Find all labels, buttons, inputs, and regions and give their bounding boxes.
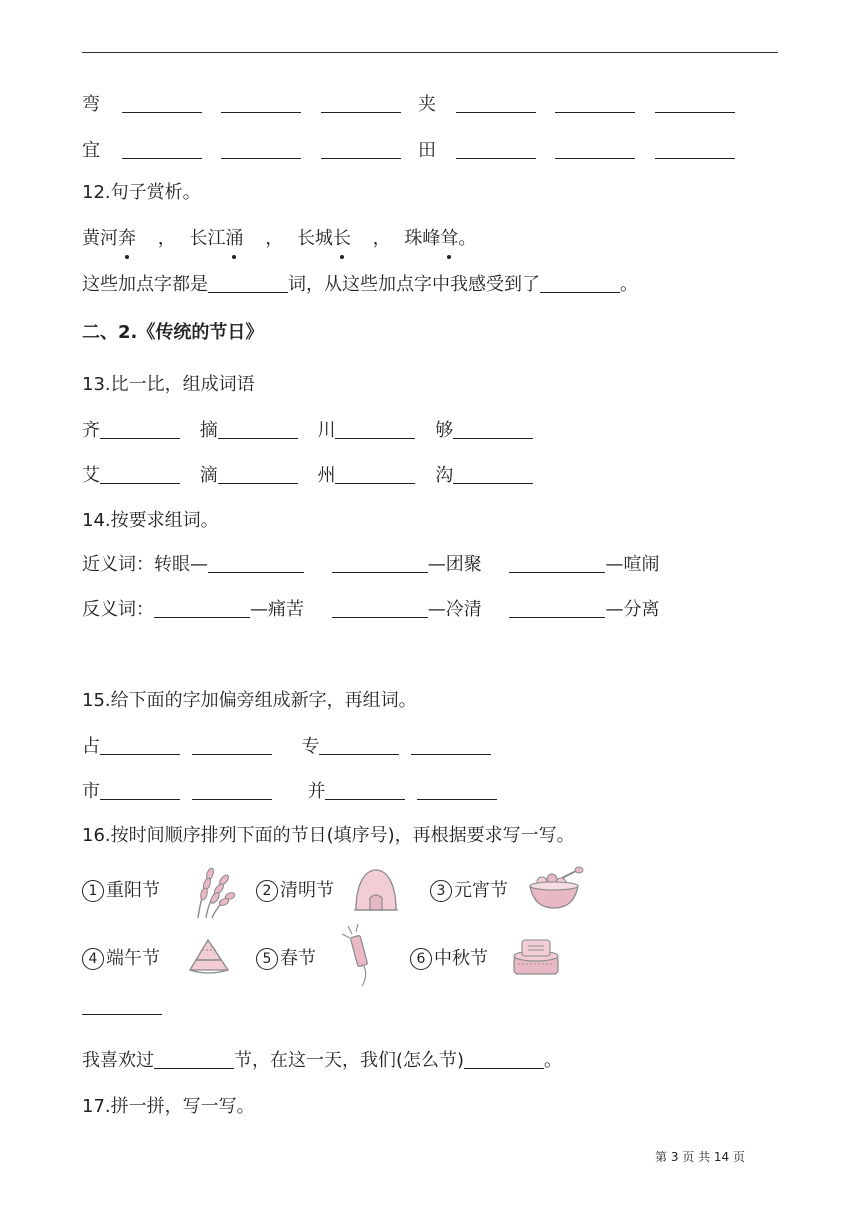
q11-row-2b — [418, 138, 735, 164]
char-label: 宜 — [82, 140, 100, 161]
festival-name: 清明节 — [280, 880, 334, 901]
festival-name: 重阳节 — [106, 880, 160, 901]
festival-item — [82, 878, 160, 904]
phrase-text: 珠峰 — [404, 228, 441, 249]
answer-blank[interactable] — [332, 554, 428, 573]
word-text: —痛苦 — [250, 599, 304, 620]
answer-blank[interactable] — [456, 94, 536, 113]
word-text: —团聚 — [427, 554, 482, 575]
phrase-text: 黄河 — [82, 228, 118, 249]
festival-item — [410, 946, 488, 972]
dotted-char: 奔 — [118, 226, 136, 252]
phrase-text: 长江 — [189, 228, 226, 249]
zongzi-icon — [186, 934, 232, 978]
q11-row-1 — [82, 92, 401, 118]
answer-blank[interactable] — [100, 781, 180, 800]
answer-blank[interactable] — [218, 465, 298, 484]
q11-row-1b — [418, 92, 735, 118]
answer-blank[interactable] — [221, 140, 301, 159]
phrase-text: 长城 — [296, 228, 333, 249]
fill-text: 词，从这些加点字中我感受到了 — [288, 274, 540, 295]
q16-title: 16.按时间顺序排列下面的节日(填序号)，再根据要求写一写。 — [82, 825, 575, 846]
q14-synonyms — [82, 552, 659, 578]
char-label: 滴 — [199, 465, 218, 486]
answer-blank[interactable] — [122, 94, 202, 113]
word-text: —冷清 — [427, 599, 482, 620]
q12-sentence — [82, 226, 476, 252]
q13-row-1 — [82, 418, 533, 444]
q14-title: 14.按要求组词。 — [82, 510, 219, 531]
answer-blank[interactable] — [555, 140, 635, 159]
dotted-char: 涌 — [225, 226, 243, 252]
answer-blank[interactable] — [325, 781, 405, 800]
answer-blank[interactable] — [509, 554, 605, 573]
tangyuan-bowl-icon — [526, 864, 586, 914]
char-label: 夹 — [418, 94, 436, 115]
char-label: 沟 — [435, 465, 454, 486]
answer-blank[interactable] — [655, 94, 735, 113]
answer-blank[interactable] — [218, 420, 298, 439]
circled-number: 4 — [82, 948, 104, 970]
circled-number: 1 — [82, 880, 104, 902]
char-label: 州 — [317, 465, 336, 486]
char-label: 占 — [82, 736, 100, 757]
row-label: 反义词： — [82, 599, 154, 620]
comma: ， — [372, 228, 391, 249]
fill-text: 。 — [544, 1050, 563, 1071]
q13-row-2 — [82, 463, 533, 489]
answer-blank[interactable] — [332, 599, 428, 618]
fill-text: 这些加点字都是 — [82, 274, 208, 295]
answer-blank[interactable] — [100, 736, 180, 755]
word-text: 转眼— — [154, 554, 208, 575]
q16-favorite — [82, 1048, 562, 1074]
section-title: 二、2.《传统的节日》 — [82, 322, 264, 343]
answer-blank[interactable] — [335, 465, 415, 484]
char-label: 艾 — [82, 465, 100, 486]
dotted-char: 耸 — [440, 226, 458, 252]
word-text: —分离 — [605, 599, 660, 620]
header-rule — [82, 52, 778, 53]
answer-blank[interactable] — [456, 140, 536, 159]
answer-blank[interactable] — [453, 420, 533, 439]
answer-blank[interactable] — [411, 736, 491, 755]
wheat-icon — [182, 862, 238, 920]
tomb-icon — [352, 864, 400, 916]
answer-blank[interactable] — [321, 140, 401, 159]
festival-item — [256, 878, 334, 904]
char-label: 弯 — [82, 94, 100, 115]
festival-name: 中秋节 — [434, 948, 488, 969]
char-label: 专 — [301, 736, 320, 757]
festival-item — [256, 946, 316, 972]
answer-blank[interactable] — [154, 1050, 234, 1069]
answer-blank[interactable] — [122, 140, 202, 159]
fill-text: 。 — [620, 274, 638, 295]
char-label: 田 — [418, 140, 436, 161]
word-text: —喧闹 — [605, 554, 660, 575]
char-label: 市 — [82, 781, 100, 802]
answer-blank[interactable] — [319, 736, 399, 755]
comma: ， — [157, 228, 176, 249]
answer-blank[interactable] — [335, 420, 415, 439]
char-label: 够 — [435, 420, 454, 441]
festival-item — [430, 878, 508, 904]
answer-blank[interactable] — [417, 781, 497, 800]
char-label: 川 — [317, 420, 336, 441]
row-label: 近义词： — [82, 554, 154, 575]
q14-antonyms — [82, 597, 659, 623]
period: 。 — [458, 228, 477, 249]
q17-title: 17.拼一拼，写一写。 — [82, 1096, 255, 1117]
q11-row-2 — [82, 138, 401, 164]
festival-name: 端午节 — [106, 948, 160, 969]
order-blank-row — [82, 994, 162, 1020]
answer-blank[interactable] — [208, 274, 288, 293]
char-label: 摘 — [199, 420, 218, 441]
q12-title: 12.句子赏析。 — [82, 182, 201, 203]
answer-blank[interactable] — [509, 599, 605, 618]
q15-title: 15.给下面的字加偏旁组成新字，再组词。 — [82, 690, 417, 711]
answer-blank[interactable] — [192, 736, 272, 755]
circled-number: 5 — [256, 948, 278, 970]
festival-name: 春节 — [280, 948, 316, 969]
q12-fill — [82, 272, 638, 298]
circled-number: 6 — [410, 948, 432, 970]
answer-blank[interactable] — [655, 140, 735, 159]
answer-blank[interactable] — [82, 996, 162, 1015]
fill-text: 我喜欢过 — [82, 1050, 154, 1071]
answer-blank[interactable] — [221, 94, 301, 113]
answer-blank[interactable] — [208, 554, 304, 573]
dotted-char: 长 — [333, 226, 351, 252]
answer-blank[interactable] — [154, 599, 250, 618]
answer-blank[interactable] — [100, 465, 180, 484]
answer-blank[interactable] — [192, 781, 272, 800]
char-label: 并 — [307, 781, 326, 802]
answer-blank[interactable] — [453, 465, 533, 484]
answer-blank[interactable] — [100, 420, 180, 439]
festival-name: 元宵节 — [454, 880, 508, 901]
char-label: 齐 — [82, 420, 100, 441]
mooncake-icon — [510, 934, 562, 982]
circled-number: 3 — [430, 880, 452, 902]
answer-blank[interactable] — [464, 1050, 544, 1069]
circled-number: 2 — [256, 880, 278, 902]
q13-title: 13.比一比，组成词语 — [82, 374, 255, 395]
answer-blank[interactable] — [555, 94, 635, 113]
q15-row-2 — [82, 779, 497, 805]
festival-item — [82, 946, 160, 972]
fill-text: 节，在这一天，我们(怎么节) — [234, 1050, 465, 1071]
q15-row-1 — [82, 734, 491, 760]
page-footer: 第 3 页 共 14 页 — [655, 1150, 745, 1164]
comma: ， — [265, 228, 284, 249]
firecracker-icon — [340, 924, 380, 988]
answer-blank[interactable] — [540, 274, 620, 293]
answer-blank[interactable] — [321, 94, 401, 113]
